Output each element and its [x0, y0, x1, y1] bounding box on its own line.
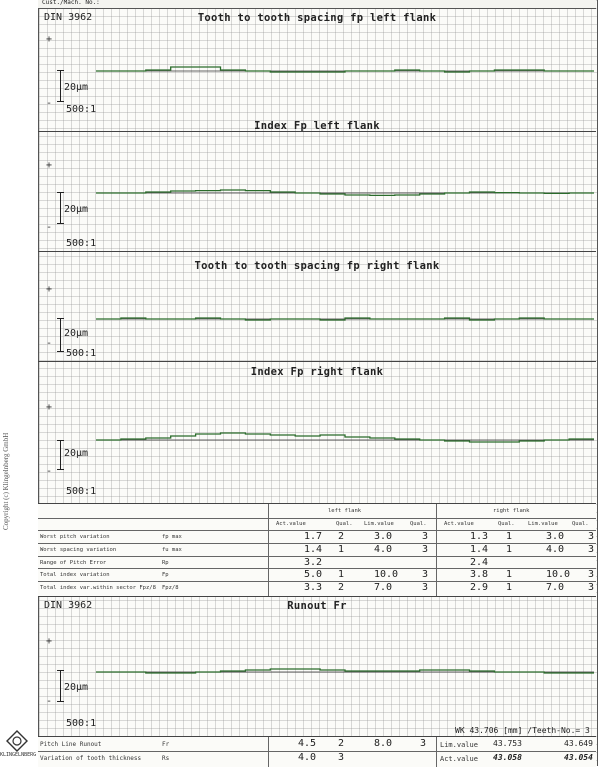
table-cell-rv: 2.4: [470, 557, 489, 568]
plus-sign: +: [46, 402, 53, 413]
table-cell-lv: 1.7: [304, 531, 323, 542]
deviation-trace: [96, 669, 594, 673]
plus-sign: +: [46, 34, 53, 45]
minus-sign: -: [46, 696, 53, 707]
right-flank-header: right flank: [493, 508, 530, 514]
table-cell-name: Worst pitch variation: [40, 534, 110, 540]
minus-sign: -: [46, 222, 53, 233]
ratio-label: 500:1: [66, 238, 97, 249]
table-cell-sym: fu max: [162, 547, 182, 553]
col-header: Qual.: [410, 521, 427, 527]
ratio-label: 500:1: [66, 718, 97, 729]
lim-value-1: 43.753: [493, 739, 522, 748]
scale-label: 20µm: [64, 82, 89, 93]
chart-right-flank-spacing: [38, 262, 596, 362]
table-cell-rv: 1.4: [470, 544, 489, 555]
table-cell-sym: Fp: [162, 572, 169, 578]
din-label: DIN 3962: [44, 600, 93, 611]
table-cell-name: Total index var.within sector Fpz/8: [40, 585, 156, 591]
trace-svg: [38, 8, 596, 132]
table-cell-rq: 1: [506, 544, 513, 555]
table-cell-sym: Rp: [162, 560, 169, 566]
chart-left-flank-index: [38, 120, 596, 252]
col-header: Qual.: [336, 521, 353, 527]
pitch-line-runout-lim-qual: 3: [420, 738, 427, 749]
table-cell-rlq: 3: [588, 582, 595, 593]
table-cell-llq: 3: [422, 569, 429, 580]
din-label: DIN 3962: [44, 12, 93, 23]
trace-svg: [38, 596, 596, 736]
trace-svg: [38, 262, 596, 362]
table-cell-sym: Fpz/8: [162, 585, 179, 591]
scale-label: 20µm: [64, 682, 89, 693]
variation-sym: Rs: [162, 755, 170, 762]
table-cell-name: Range of Pitch Error: [40, 560, 107, 566]
scale-label: 20µm: [64, 204, 89, 215]
ratio-label: 500:1: [66, 486, 97, 497]
table-cell-name: Worst spacing variation: [40, 547, 117, 553]
customer-label: Cust./Mach. No.:: [42, 0, 100, 6]
table-cell-rlv: 10.0: [546, 569, 571, 580]
pitch-line-runout-qual: 2: [338, 738, 345, 749]
act-value-1: 43.058: [493, 753, 522, 762]
table-cell-lv: 3.3: [304, 582, 323, 593]
col-header: Qual.: [498, 521, 515, 527]
pitch-line-runout-value: 4.5: [298, 738, 317, 749]
chart-title: Index Fp right flank: [250, 366, 384, 378]
table-cell-rlq: 3: [588, 544, 595, 555]
chart-title: Tooth to tooth spacing fp left flank: [197, 12, 437, 24]
plus-sign: +: [46, 160, 53, 171]
results-table: [38, 503, 596, 597]
minus-sign: -: [46, 98, 53, 109]
chart-title: Runout Fr: [287, 600, 347, 612]
act-value-2: 43.054: [564, 753, 593, 762]
variation-value: 4.0: [298, 752, 317, 763]
table-cell-llv: 7.0: [374, 582, 393, 593]
table-cell-rv: 1.3: [470, 531, 489, 542]
table-cell-lv: 1.4: [304, 544, 323, 555]
deviation-trace: [96, 433, 594, 442]
table-cell-name: Total index variation: [40, 572, 110, 578]
table-cell-lv: 3.2: [304, 557, 323, 568]
chart-runout: [38, 596, 596, 736]
table-cell-rq: 1: [506, 569, 513, 580]
variation-qual: 3: [338, 752, 345, 763]
table-cell-rlv: 4.0: [546, 544, 565, 555]
table-cell-lv: 5.0: [304, 569, 323, 580]
table-cell-sym: fp max: [162, 534, 182, 540]
table-cell-llq: 3: [422, 531, 429, 542]
plus-sign: +: [46, 284, 53, 295]
trace-svg: [38, 132, 596, 252]
col-header: Act.value: [444, 521, 474, 527]
table-cell-lq: 1: [338, 544, 345, 555]
scale-label: 20µm: [64, 328, 89, 339]
table-cell-rv: 2.9: [470, 582, 489, 593]
table-cell-rlq: 3: [588, 569, 595, 580]
scale-label: 20µm: [64, 448, 89, 459]
act-value-label: Act.value: [440, 755, 478, 763]
table-cell-llq: 3: [422, 582, 429, 593]
minus-sign: -: [46, 338, 53, 349]
left-flank-header: left flank: [328, 508, 362, 514]
col-header: Lim.value: [364, 521, 394, 527]
table-cell-rlv: 3.0: [546, 531, 565, 542]
col-header: Lim.value: [528, 521, 558, 527]
klingelnberg-logo-icon: [6, 730, 28, 752]
chart-title: Index Fp left flank: [254, 120, 380, 132]
pitch-line-runout-sym: Fr: [162, 741, 170, 748]
pitch-line-runout-lim: 8.0: [374, 738, 393, 749]
runout-results: [38, 736, 596, 767]
ratio-label: 500:1: [66, 348, 97, 359]
ratio-label: 500:1: [66, 104, 97, 115]
logo-text: KLINGELNBERG: [0, 752, 37, 758]
table-cell-llq: 3: [422, 544, 429, 555]
minus-sign: -: [46, 466, 53, 477]
chart-right-flank-index: [38, 362, 596, 502]
table-cell-rq: 1: [506, 531, 513, 542]
table-cell-llv: 3.0: [374, 531, 393, 542]
chart-left-flank-spacing: [38, 8, 596, 132]
variation-label: Variation of tooth thickness: [40, 755, 142, 762]
table-cell-lq: 1: [338, 569, 345, 580]
deviation-trace: [96, 318, 594, 320]
table-cell-rlv: 7.0: [546, 582, 565, 593]
wk-teeth-label: WK 43.706 [mm] /Teeth-No.= 3: [455, 726, 590, 735]
chart-title: Tooth to tooth spacing fp right flank: [194, 260, 440, 272]
plus-sign: +: [46, 636, 53, 647]
table-cell-rlq: 3: [588, 531, 595, 542]
lim-value-label: Lim.value: [440, 741, 478, 749]
col-header: Act.value: [276, 521, 306, 527]
table-cell-llv: 10.0: [374, 569, 399, 580]
col-header: Qual.: [572, 521, 589, 527]
table-cell-rv: 3.8: [470, 569, 489, 580]
table-cell-lq: 2: [338, 531, 345, 542]
pitch-line-runout-label: Pitch Line Runout: [40, 741, 102, 748]
table-cell-rq: 1: [506, 582, 513, 593]
trace-svg: [38, 362, 596, 502]
lim-value-2: 43.649: [564, 739, 593, 748]
table-cell-llv: 4.0: [374, 544, 393, 555]
table-cell-lq: 2: [338, 582, 345, 593]
copyright-text: Copyright (c) Klingelnberg GmbH: [2, 432, 10, 530]
